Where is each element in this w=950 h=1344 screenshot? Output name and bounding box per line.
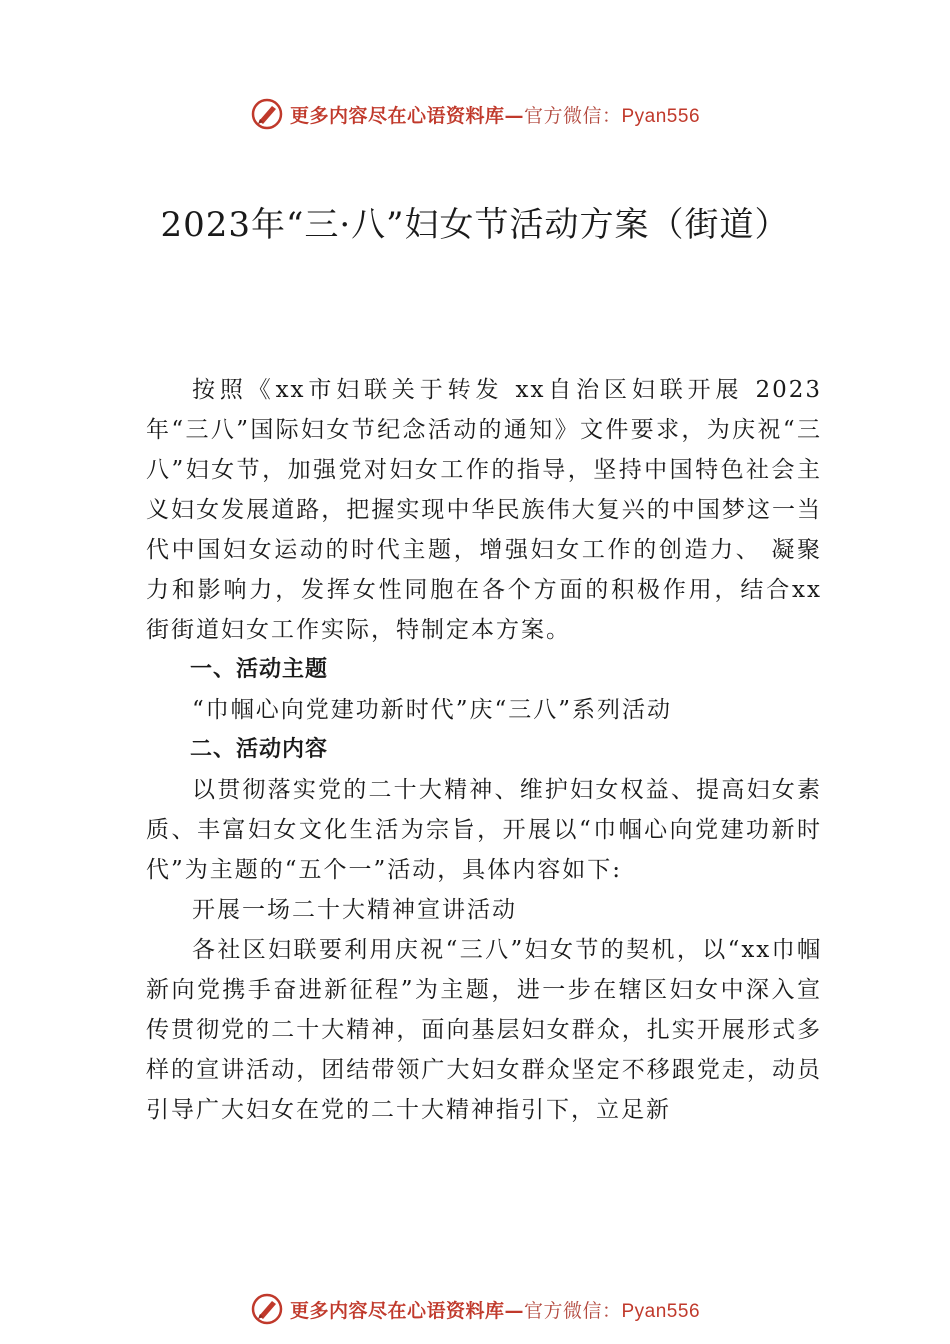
- header-watermark-banner: [0, 94, 950, 134]
- watermark-text: 更多内容尽在心语资料库—官方微信：Pyan556: [289, 104, 701, 127]
- footer-watermark-banner: [0, 1289, 950, 1329]
- activity-heading: 开展一场二十大精神宣讲活动: [192, 897, 517, 923]
- section-heading-theme: 一、活动主题: [190, 657, 329, 682]
- content-paragraph: 以贯彻落实党的二十大精神、维护妇女权益、提高妇女素质、丰富妇女文化生活为宗旨，开展以“巾帼心向党建功新时代”为主题的“五个一”活动，具体内容如下:: [146, 777, 822, 883]
- activity-paragraph: 各社区妇联要利用庆祝“三八”妇女节的契机，以“xx巾帼新向党携手奋进新征程”为主题，进一步在辖区妇女中深入宣传贯彻党的二十大精神，面向基层妇女群众，扎实开展形式多样的宣讲活动，团结带领广大妇女群众坚定不移跟党走，动员引导广大妇女在党的二十大精神指引下，立足新: [146, 937, 822, 1123]
- intro-paragraph: 按照《xx市妇联关于转发 xx自治区妇联开展 2023年“三八”国际妇女节纪念活动的通知》文件要求，为庆祝“三八”妇女节，加强党对妇女工作的指导，坚持中国特色社会主义妇女发展道路，把握实现中华民族伟大复兴的中国梦这一当代中国妇女运动的时代主题，增强妇女工作的创造力、 凝聚力和影响力，发挥女性同胞在各个方面的积极作用，结合xx街街道妇女工作实际，特制定本方案。: [146, 377, 822, 643]
- pen-logo-icon: [250, 97, 284, 131]
- pen-logo-icon: [250, 1292, 284, 1326]
- section-heading-content: 二、活动内容: [190, 737, 329, 762]
- document-body: [146, 370, 822, 1130]
- document-title: 2023年“三·八”妇女节活动方案（街道）: [160, 205, 790, 245]
- theme-paragraph: “巾帼心向党建功新时代”庆“三八”系列活动: [192, 697, 673, 723]
- watermark-text: 更多内容尽在心语资料库—官方微信：Pyan556: [289, 1299, 701, 1322]
